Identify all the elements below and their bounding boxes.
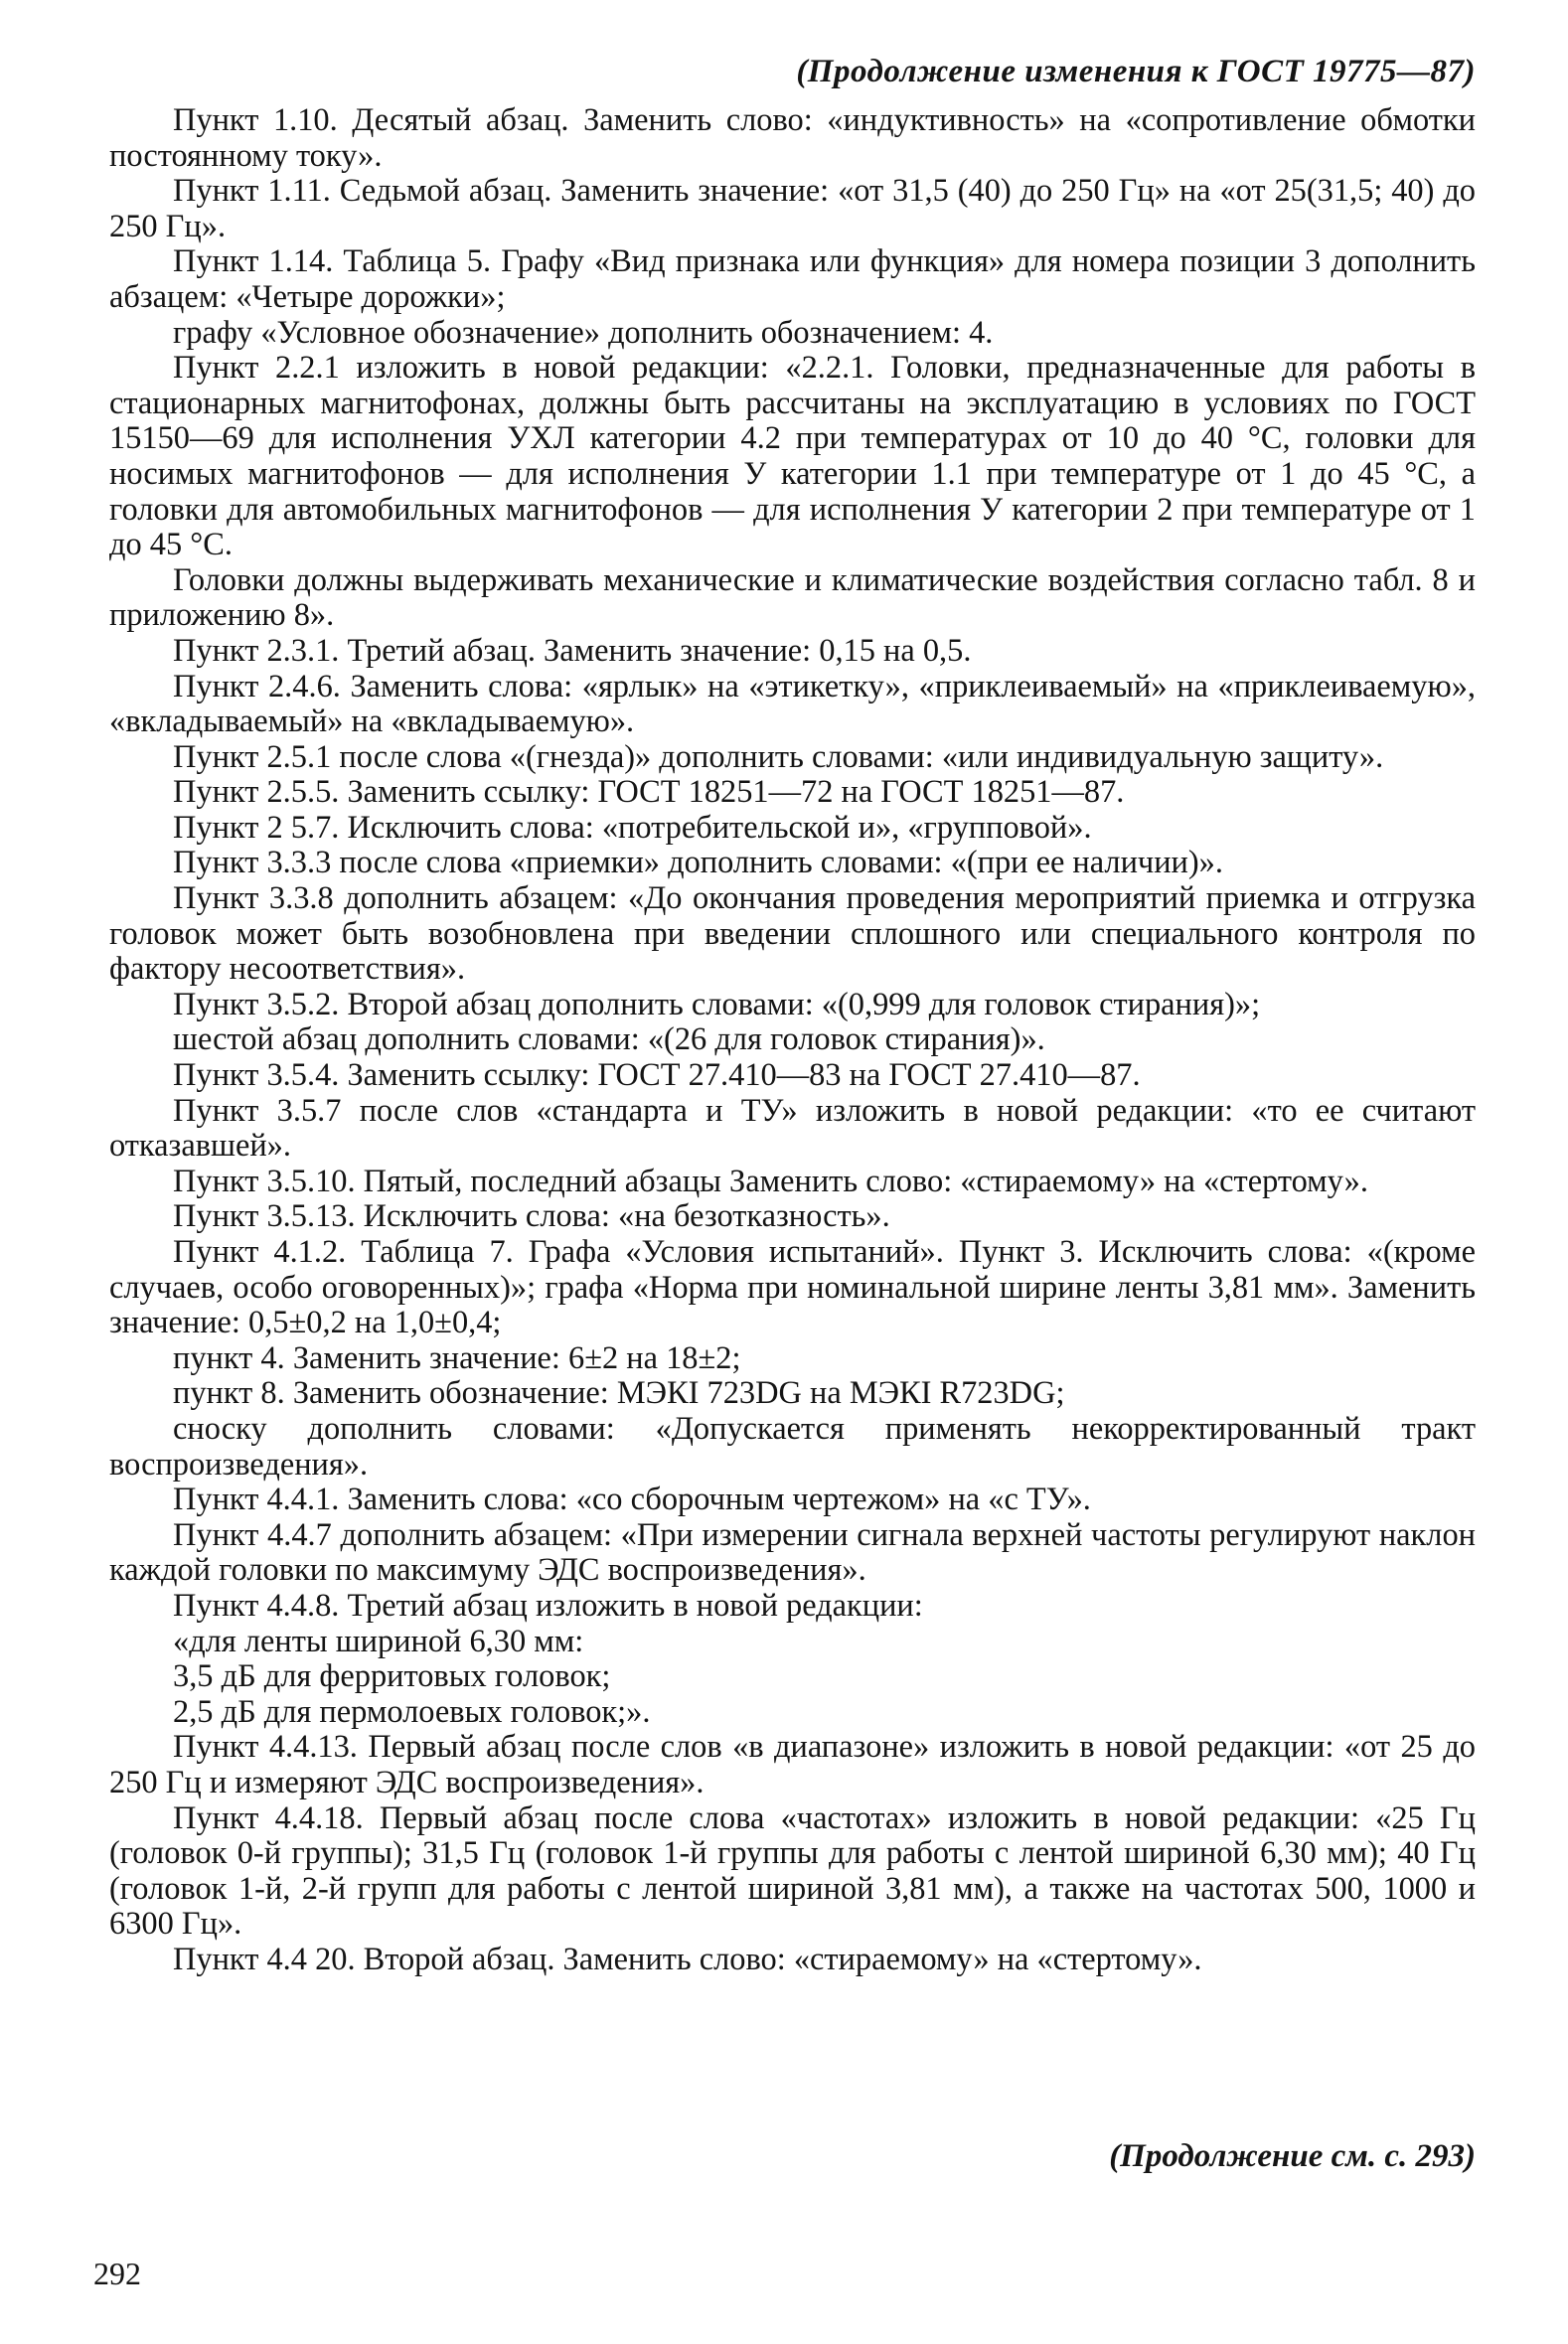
continuation-header: (Продолжение изменения к ГОСТ 19775—87): [796, 54, 1476, 89]
paragraph: 2,5 дБ для пермолоевых головок;».: [173, 1693, 651, 1730]
paragraph: сноску дополнить словами: «Допускается применять некорректированный тракт воспроизведения».: [109, 1410, 1476, 1483]
paragraph: 3,5 дБ для ферритовых головок;: [173, 1658, 611, 1695]
paragraph: Пункт 1.10. Десятый абзац. Заменить слово: «индуктивность» на «сопротивление обмотки постоянному току».: [109, 102, 1476, 174]
paragraph: графу «Условное обозначение» дополнить обозначением: 4.: [173, 314, 994, 351]
paragraph: Пункт 2 5.7. Исключить слова: «потребительской и», «групповой».: [173, 809, 1092, 846]
paragraph: Пункт 4.4.1. Заменить слова: «со сборочным чертежом» на «с ТУ».: [173, 1482, 1091, 1518]
paragraph: Пункт 2.2.1 изложить в новой редакции: «2.2.1. Головки, предназначенные для работы в стационарных магнитофонах, должны быть рассчитаны на эксплуатацию в условиях по ГОСТ 15150—69 для исполнения УХЛ категории 4.2 при температурах от 10 до 40 °С, головки для носимых магнитофонов — для исполнения У категории 1.1 при температуре от 1 до 45 °С, а головки для автомобильных магнитофонов — для исполнения У категории 2 при температуре от 1 до 45 °С.: [109, 350, 1476, 563]
paragraph: Пункт 3.5.10. Пятый, последний абзацы Заменить слово: «стираемому» на «стертому».: [173, 1163, 1368, 1199]
paragraph: Пункт 3.5.7 после слов «стандарта и ТУ» изложить в новой редакции: «то ее считают отказавшей».: [109, 1092, 1476, 1165]
paragraph: Пункт 3.5.4. Заменить ссылку: ГОСТ 27.410—83 на ГОСТ 27.410—87.: [173, 1057, 1141, 1094]
paragraph: Пункт 3.5.13. Исключить слова: «на безотказность».: [173, 1198, 890, 1235]
continuation-footer: (Продолжение см. с. 293): [1109, 2138, 1476, 2174]
paragraph: Пункт 4.4.8. Третий абзац изложить в новой редакции:: [173, 1587, 923, 1624]
paragraph: Пункт 4.4 20. Второй абзац. Заменить слово: «стираемому» на «стертому».: [173, 1941, 1202, 1977]
paragraph: пункт 4. Заменить значение: 6±2 на 18±2;: [173, 1339, 741, 1376]
paragraph: шестой абзац дополнить словами: «(26 для головок стирания)».: [173, 1021, 1045, 1058]
paragraph: «для ленты шириной 6,30 мм:: [173, 1623, 584, 1659]
paragraph: Пункт 4.1.2. Таблица 7. Графа «Условия испытаний». Пункт 3. Исключить слова: «(кроме случаев, особо оговоренных)»; графа «Норма при номинальной ширине ленты 3,81 мм». Заменить значение: 0,5±0,2 на 1,0±0,4;: [109, 1234, 1476, 1341]
paragraph: Пункт 3.3.8 дополнить абзацем: «До окончания проведения мероприятий приемка и отгрузка головок может быть возобновлена при введении сплошного или специального контроля по фактору несоответствия».: [109, 880, 1476, 988]
paragraph: Пункт 2.5.1 после слова «(гнезда)» дополнить словами: «или индивидуальную защиту».: [173, 738, 1384, 775]
paragraph: Пункт 4.4.7 дополнить абзацем: «При измерении сигнала верхней частоты регулируют наклон каждой головки по максимуму ЭДС воспроизведения».: [109, 1516, 1476, 1589]
paragraph: Пункт 4.4.18. Первый абзац после слова «частотах» изложить в новой редакции: «25 Гц (головок 0-й группы); 31,5 Гц (головок 1-й группы для работы с лентой шириной 6,30 мм); 40 Гц (головок 1-й, 2-й групп для работы с лентой шириной 3,81 мм), а также на частотах 500, 1000 и 6300 Гц».: [109, 1799, 1476, 1943]
paragraph: Головки должны выдерживать механические и климатические воздействия согласно табл. 8 и приложению 8».: [109, 561, 1476, 634]
paragraph: Пункт 1.14. Таблица 5. Графу «Вид признака или функция» для номера позиции 3 дополнить абзацем: «Четыре дорожки»;: [109, 243, 1476, 315]
amendment-text: [109, 103, 1476, 1977]
paragraph: Пункт 3.3.3 после слова «приемки» дополнить словами: «(при ее наличии)».: [173, 845, 1223, 881]
paragraph: Пункт 2.4.6. Заменить слова: «ярлык» на «этикетку», «приклеиваемый» на «приклеиваемую», «вкладываемый» на «вкладываемую».: [109, 668, 1476, 740]
paragraph: Пункт 2.3.1. Третий абзац. Заменить значение: 0,15 на 0,5.: [173, 632, 972, 669]
paragraph: Пункт 4.4.13. Первый абзац после слов «в диапазоне» изложить в новой редакции: «от 25 до 250 Гц и измеряют ЭДС воспроизведения».: [109, 1729, 1476, 1800]
paragraph: Пункт 3.5.2. Второй абзац дополнить словами: «(0,999 для головок стирания)»;: [173, 986, 1261, 1022]
paragraph: Пункт 2.5.5. Заменить ссылку: ГОСТ 18251—72 на ГОСТ 18251—87.: [173, 774, 1125, 811]
page-number: 292: [93, 2256, 141, 2291]
paragraph: Пункт 1.11. Седьмой абзац. Заменить значение: «от 31,5 (40) до 250 Гц» на «от 25(31,5; 40) до 250 Гц».: [109, 173, 1476, 244]
paragraph: пункт 8. Заменить обозначение: МЭКI 723DG на МЭКI R723DG;: [173, 1375, 1065, 1412]
